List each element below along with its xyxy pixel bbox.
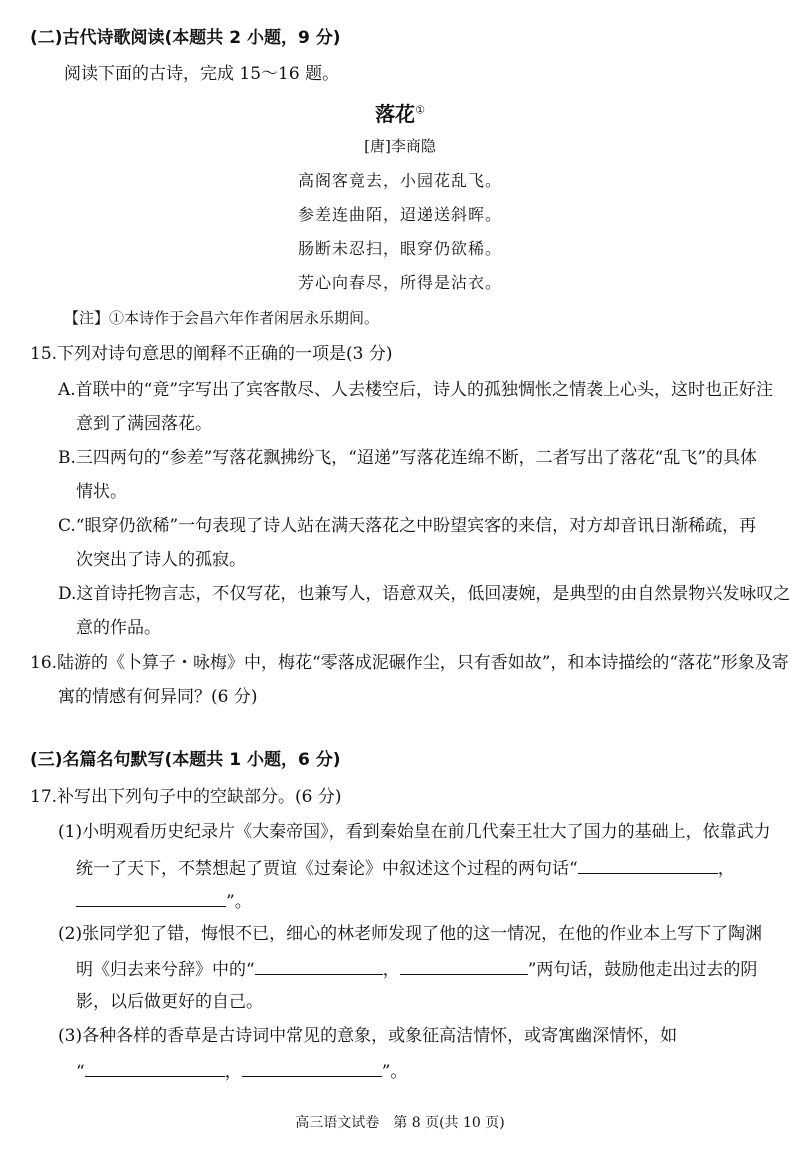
- q15-option-d-line2: 意的作品。: [76, 618, 161, 638]
- q17-part3-text-c: ”。: [381, 1062, 408, 1082]
- poem-line-1: 高阁客竟去，小园花乱飞。: [298, 171, 503, 190]
- q17-part3-line2: [76, 1058, 407, 1084]
- q17-part3-text-b: ，: [224, 1062, 242, 1082]
- poem-line-3: 肠断未忍扫，眼穿仍欲稀。: [298, 239, 503, 258]
- q17-part2-text-a: 明《归去来兮辞》中的“: [76, 960, 255, 980]
- answer-blank-6[interactable]: [242, 1058, 382, 1077]
- q17-part2-line1: (2)张同学犯了错，悔恨不已，细心的林老师发现了他的这一情况，在他的作业本上写下了陶渊: [58, 924, 763, 944]
- page-footer: 高三语文试卷 第 8 页(共 10 页): [295, 1115, 505, 1131]
- q15-option-c-line1: C.“眼穿仍欲稀”一句表现了诗人站在满天落花之中盼望宾客的来信，对方却音讯日渐稀疏，再: [58, 516, 757, 536]
- q17-stem: 17.补写出下列句子中的空缺部分。(6 分): [30, 787, 342, 807]
- q17-part1-line3: [76, 888, 252, 914]
- section2-heading: (二)古代诗歌阅读(本题共 2 小题，9 分): [30, 28, 341, 48]
- q17-part2-line2: [76, 956, 757, 982]
- section2-instruction: 阅读下面的古诗，完成 15～16 题。: [64, 64, 340, 84]
- poem-line-2: 参差连曲陌，迢递送斜晖。: [298, 205, 503, 224]
- q15-option-d-line1: D.这首诗托物言志，不仅写花，也兼写人，语意双关，低回凄婉，是典型的由自然景物兴发咏叹之: [58, 584, 791, 604]
- poem-note: 【注】①本诗作于会昌六年作者闲居永乐期间。: [64, 309, 380, 327]
- poem-author: [唐]李商隐: [364, 137, 436, 155]
- poem-title: [0, 98, 800, 127]
- section3-heading: (三)名篇名句默写(本题共 1 小题，6 分): [30, 750, 341, 770]
- q17-part1-text-a: 统一了天下，不禁想起了贾谊《过秦论》中叙述这个过程的两句话“: [76, 859, 578, 879]
- q15-option-a-line1: A.首联中的“竟”字写出了宾客散尽、人去楼空后，诗人的孤独惆怅之情袭上心头，这时也正好注: [58, 380, 774, 400]
- answer-blank-3[interactable]: [255, 956, 383, 975]
- q17-part1-line1: (1)小明观看历史纪录片《大秦帝国》，看到秦始皇在前几代秦王壮大了国力的基础上，依靠武力: [58, 822, 771, 842]
- poem-line-4: 芳心向春尽，所得是沾衣。: [298, 273, 503, 292]
- answer-blank-4[interactable]: [400, 956, 528, 975]
- q15-stem: 15.下列对诗句意思的阐释不正确的一项是(3 分): [30, 344, 393, 364]
- q15-option-b-line2: 情状。: [76, 482, 127, 502]
- q16-line1: 16.陆游的《卜算子・咏梅》中，梅花“零落成泥碾作尘，只有香如故”，和本诗描绘的“落花”形象及寄: [30, 653, 789, 673]
- q17-part1-text-b: ，: [717, 859, 735, 879]
- q17-part3-line1: (3)各种各样的香草是古诗词中常见的意象，或象征高洁情怀，或寄寓幽深情怀，如: [58, 1026, 678, 1046]
- poem-note-marker: ①: [415, 103, 425, 117]
- answer-blank-1[interactable]: [578, 855, 718, 874]
- q17-part1-text-c: ”。: [226, 892, 252, 912]
- q17-part2-text-b: ，: [382, 960, 400, 980]
- q15-option-b-line1: B.三四两句的“参差”写落花飘拂纷飞，“迢递”写落花连绵不断，二者写出了落花“乱飞”的具体: [58, 448, 758, 468]
- q16-line2: 寓的情感有何异同？(6 分): [58, 687, 258, 707]
- q17-part1-line2: [76, 855, 735, 881]
- q15-option-c-line2: 次突出了诗人的孤寂。: [76, 550, 246, 570]
- answer-blank-2[interactable]: [76, 888, 226, 907]
- q17-part3-text-a: “: [76, 1062, 85, 1082]
- q17-part2-text-c: ”两句话，鼓励他走出过去的阴: [527, 960, 758, 980]
- q17-part2-line3: 影，以后做更好的自己。: [76, 992, 263, 1012]
- poem-title-text: 落花: [375, 102, 416, 126]
- answer-blank-5[interactable]: [85, 1058, 225, 1077]
- q15-option-a-line2: 意到了满园落花。: [76, 414, 212, 434]
